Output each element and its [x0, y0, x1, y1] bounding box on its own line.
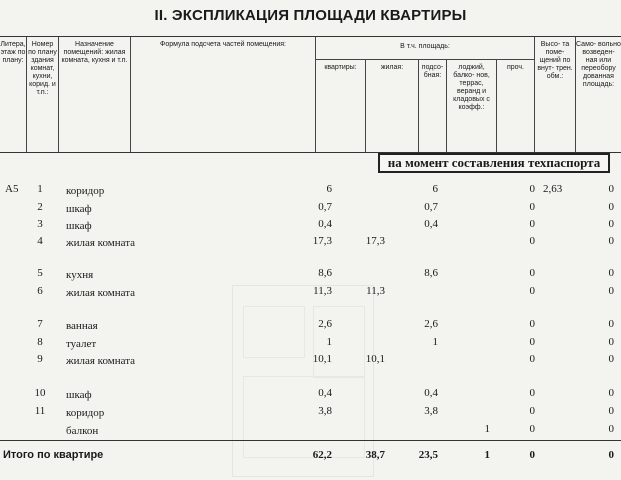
page-title: II. ЭКСПЛИКАЦИЯ ПЛОЩАДИ КВАРТИРЫ — [154, 7, 467, 24]
header-living: жилая: — [380, 64, 404, 71]
cell-number: 2 — [37, 201, 43, 213]
header-purpose: Назначение помещений: жилая комната, кухня и т.п. — [61, 41, 128, 64]
cell-self: 0 — [608, 353, 614, 365]
cell-self: 0 — [608, 336, 614, 348]
date-stamp: на момент составления техпаспорта — [378, 153, 610, 173]
cell-name: ванная — [66, 320, 98, 332]
cell-other: 0 — [529, 405, 535, 417]
cell-self: 0 — [608, 267, 614, 279]
cell-total: 3,8 — [318, 405, 332, 417]
cell-other: 0 — [529, 183, 535, 195]
cell-other: 0 — [529, 423, 535, 435]
cell-other: 0 — [529, 353, 535, 365]
cell-total: 8,6 — [318, 267, 332, 279]
cell-self: 0 — [608, 183, 614, 195]
cell-total: 11,3 — [313, 285, 332, 297]
cell-name: жилая комната — [66, 287, 136, 299]
total-loggia: 1 — [484, 449, 490, 461]
cell-number: 9 — [37, 353, 43, 365]
cell-number: 11 — [34, 405, 46, 417]
totals-divider — [0, 440, 621, 441]
header-self-built: Само- вольно возведен- ная или переобору дованная площадь: — [576, 41, 621, 88]
cell-total: 6 — [326, 183, 332, 195]
cell-name: жилая комната — [66, 355, 136, 367]
header-height: Высо- та поме- щений по внут- трен. обм.: — [537, 41, 573, 80]
cell-other: 0 — [529, 218, 535, 230]
cell-self: 0 — [608, 218, 614, 230]
cell-name: жилая комната — [66, 237, 136, 249]
cell-name: кухня — [66, 269, 94, 281]
cell-aux: 0,4 — [424, 387, 438, 399]
cell-self: 0 — [608, 387, 614, 399]
cell-self: 0 — [608, 405, 614, 417]
cell-self: 0 — [608, 235, 614, 247]
cell-number: 6 — [37, 285, 43, 297]
cell-total: 1 — [326, 336, 332, 348]
total-living: 38,7 — [365, 449, 385, 461]
cell-number: 4 — [37, 235, 43, 247]
header-formula: Формула подсчета частей помещения: — [160, 41, 286, 48]
cell-other: 0 — [529, 318, 535, 330]
cell-name: шкаф — [66, 389, 92, 401]
total-self: 0 — [608, 449, 614, 461]
cell-aux: 3,8 — [424, 405, 438, 417]
cell-total: 0,4 — [318, 218, 332, 230]
cell-loggia: 1 — [484, 423, 490, 435]
cell-living: 11,3 — [366, 285, 385, 297]
total-area: 62,2 — [312, 449, 332, 461]
cell-name: коридор — [66, 407, 105, 419]
total-aux: 23,5 — [418, 449, 438, 461]
cell-living: 17,3 — [365, 235, 385, 247]
cell-other: 0 — [529, 387, 535, 399]
cell-name: туалет — [66, 338, 97, 350]
cell-aux: 2,6 — [424, 318, 438, 330]
cell-number: 7 — [37, 318, 43, 330]
cell-aux: 1 — [432, 336, 438, 348]
cell-number: 1 — [37, 183, 43, 195]
cell-other: 0 — [529, 201, 535, 213]
cell-aux: 8,6 — [424, 267, 438, 279]
cell-total: 0,4 — [318, 387, 332, 399]
cell-self: 0 — [608, 201, 614, 213]
header-litera: Литера, этаж по плану: — [0, 41, 26, 64]
cell-self: 0 — [608, 423, 614, 435]
cell-total: 0,7 — [318, 201, 332, 213]
cell-total: 10,1 — [312, 353, 332, 365]
cell-number: 8 — [37, 336, 43, 348]
cell-litera: А5 — [5, 183, 19, 195]
header-auxiliary: подсо- бная: — [421, 64, 444, 79]
cell-self: 0 — [608, 285, 614, 297]
cell-aux: 0,7 — [424, 201, 438, 213]
cell-aux: 6 — [432, 183, 438, 195]
cell-name: балкон — [66, 425, 99, 437]
cell-total: 17,3 — [312, 235, 332, 247]
cell-other: 0 — [529, 235, 535, 247]
cell-number: 10 — [34, 387, 46, 399]
cell-name: шкаф — [66, 203, 92, 215]
cell-name: коридор — [66, 185, 105, 197]
header-apartment: квартиры: — [324, 64, 357, 71]
cell-living: 10,1 — [365, 353, 385, 365]
cell-other: 0 — [529, 336, 535, 348]
cell-other: 0 — [529, 285, 535, 297]
header-other: проч. — [506, 64, 524, 71]
totals-label: Итого по квартире — [3, 449, 104, 461]
total-other: 0 — [529, 449, 535, 461]
cell-total: 2,6 — [318, 318, 332, 330]
cell-other: 0 — [529, 267, 535, 279]
cell-number: 5 — [37, 267, 43, 279]
cell-self: 0 — [608, 318, 614, 330]
header-room-number: Номер по плану здания комнат, кухни, корид. и т.п.: — [28, 41, 57, 96]
cell-name: шкаф — [66, 220, 92, 232]
header-loggia: лоджий, балко- нов, террас, веранд и кладовых с коэфф.: — [453, 64, 490, 111]
header-incl-area: В т.ч. площадь: — [400, 43, 450, 50]
cell-height: 2,63 — [543, 183, 563, 195]
cell-aux: 0,4 — [424, 218, 438, 230]
cell-number: 3 — [37, 218, 43, 230]
table-header — [0, 36, 621, 153]
faded-floor-plan — [232, 285, 374, 477]
